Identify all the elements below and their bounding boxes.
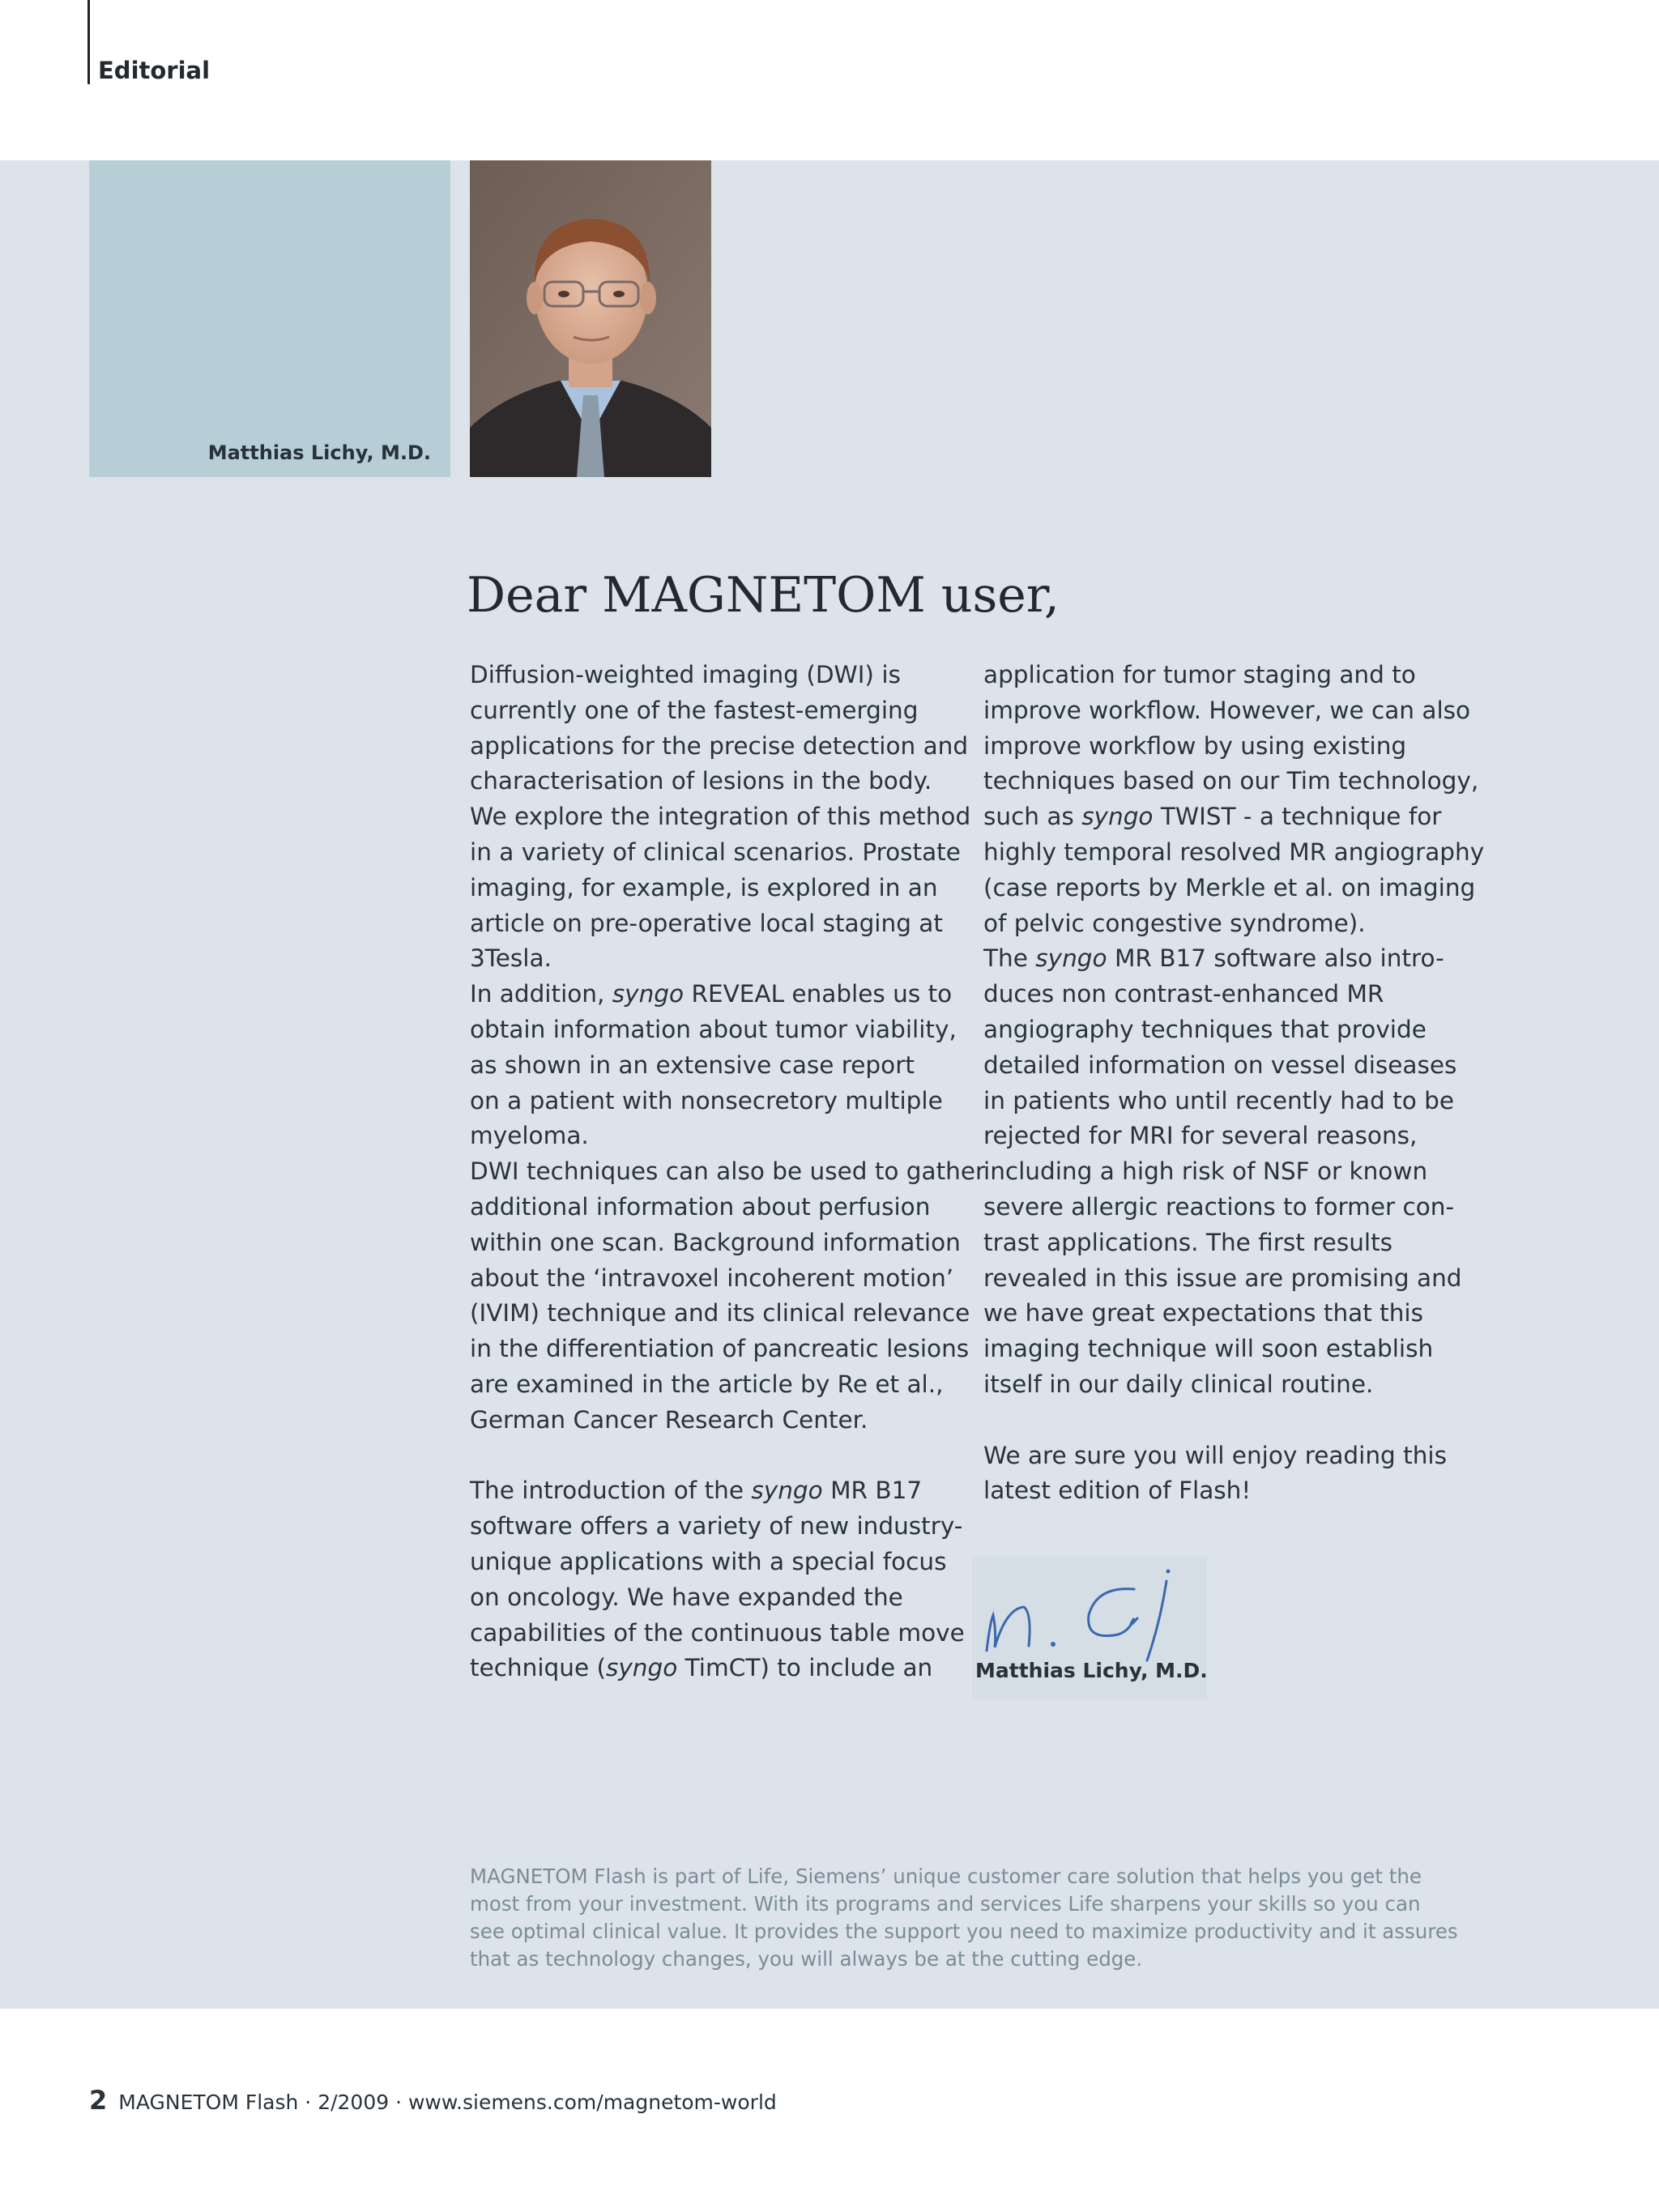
text-line — [983, 729, 1469, 765]
text-line — [470, 835, 964, 871]
text-line — [983, 1084, 1469, 1119]
text-run: software offers a variety of new industry- — [470, 1512, 963, 1541]
text-run: 3Tesla. — [470, 944, 552, 973]
author-caption: Matthias Lichy, M.D. — [207, 441, 431, 464]
text-run: MR B17 software also intro- — [1107, 944, 1444, 973]
text-run: TimCT) to include an — [677, 1654, 933, 1682]
text-line — [470, 658, 964, 693]
text-run: REVEAL enables us to — [684, 980, 953, 1008]
text-line — [983, 977, 1469, 1012]
text-run: improve workflow by using existing — [983, 731, 1407, 760]
text-line — [470, 799, 971, 835]
text-line — [470, 1190, 964, 1225]
text-run: about the ‘intravoxel incoherent motion’ — [470, 1264, 954, 1292]
text-run: latest edition of Flash! — [983, 1477, 1252, 1505]
text-line — [470, 1473, 964, 1509]
text-line — [470, 1651, 964, 1686]
text-line — [470, 1296, 970, 1332]
text-run: DWI techniques can also be used to gather — [470, 1157, 986, 1186]
text-run: trast applications. The first results — [983, 1228, 1393, 1256]
text-line — [983, 1367, 1469, 1403]
text-run: The — [983, 944, 1036, 973]
text-run: are examined in the article by Re et al., — [470, 1370, 944, 1398]
text-run: itself in our daily clinical routine. — [983, 1370, 1374, 1398]
text-run: (case reports by Merkle et al. on imaging — [983, 873, 1476, 901]
text-emphasis: syngo — [751, 1477, 823, 1505]
handwritten-signature — [975, 1566, 1194, 1664]
text-line — [983, 799, 1469, 835]
text-line — [470, 1332, 970, 1367]
text-line — [470, 1438, 964, 1474]
text-line — [470, 871, 964, 906]
text-line — [470, 729, 969, 765]
text-run: application for tumor staging and to — [983, 661, 1416, 688]
text-run: In addition, — [470, 980, 612, 1008]
text-line — [983, 1190, 1469, 1225]
text-run: applications for the precise detection and — [470, 731, 969, 760]
footnote-line: that as technology changes, you will always be at the cutting edge. — [470, 1947, 1143, 1971]
text-line — [470, 1261, 964, 1297]
text-run: in the differentiation of pancreatic lesions — [470, 1335, 970, 1363]
text-line — [470, 1225, 964, 1261]
text-run: detailed information on vessel diseases — [983, 1051, 1457, 1079]
text-run: Diffusion-weighted imaging (DWI) is — [470, 661, 901, 688]
text-run: article on pre-operative local staging at — [470, 909, 943, 937]
text-line — [983, 1012, 1469, 1048]
text-run: in patients who until recently had to be — [983, 1086, 1455, 1115]
text-line — [470, 1084, 964, 1119]
text-line — [470, 1048, 964, 1084]
text-line — [470, 941, 964, 977]
text-run: duces non contrast-enhanced MR — [983, 980, 1384, 1008]
text-run: revealed in this issue are promising and — [983, 1264, 1462, 1292]
text-line — [983, 906, 1469, 942]
text-line — [470, 764, 964, 799]
text-run: imaging technique will soon establish — [983, 1335, 1434, 1363]
text-run: We explore the integration of this method — [470, 803, 971, 831]
text-line — [983, 764, 1479, 799]
text-line — [470, 1119, 964, 1154]
text-run: The introduction of the — [470, 1477, 752, 1505]
author-portrait — [470, 160, 711, 477]
text-run: severe allergic reactions to former con- — [983, 1192, 1455, 1221]
greeting-heading: Dear MAGNETOM user, — [467, 567, 1060, 624]
text-run: obtain information about tumor viability, — [470, 1015, 957, 1043]
text-run: TWIST - a technique for — [1153, 803, 1442, 831]
text-run: We are sure you will enjoy reading this — [983, 1441, 1447, 1469]
text-run: (IVIM) technique and its clinical relevance — [470, 1299, 970, 1328]
text-run: myeloma. — [470, 1122, 589, 1150]
text-line — [470, 1367, 964, 1403]
text-run: improve workflow. However, we can also — [983, 696, 1471, 724]
text-line — [983, 658, 1469, 693]
text-line — [983, 1403, 1469, 1438]
footnote-line: most from your investment. With its programs and services Life sharpens your skills so you can — [470, 1892, 1421, 1916]
text-run: of pelvic congestive syndrome). — [983, 909, 1366, 937]
text-run: as shown in an extensive case report — [470, 1051, 915, 1079]
text-line — [983, 1225, 1469, 1261]
text-line — [983, 1296, 1469, 1332]
text-column-right — [983, 658, 1485, 1509]
text-line — [470, 693, 964, 729]
text-run: including a high risk of NSF or known — [983, 1157, 1428, 1186]
text-line — [983, 835, 1485, 871]
text-run: imaging, for example, is explored in an — [470, 873, 938, 901]
text-line — [983, 1048, 1469, 1084]
text-emphasis: syngo — [605, 1654, 678, 1682]
text-line — [983, 1119, 1469, 1154]
text-line — [470, 1403, 964, 1438]
text-run: techniques based on our Tim technology, — [983, 767, 1479, 795]
text-run: we have great expectations that this — [983, 1299, 1423, 1328]
signature-name: Matthias Lichy, M.D. — [975, 1659, 1208, 1682]
text-line — [470, 1012, 964, 1048]
text-line — [470, 1545, 964, 1580]
portrait-photo — [470, 160, 711, 477]
text-line — [470, 1509, 964, 1545]
text-line — [470, 1154, 986, 1190]
text-line — [983, 693, 1469, 729]
footnote — [470, 1863, 1491, 1973]
page-number: 2 — [89, 2085, 108, 2116]
text-run: technique ( — [470, 1654, 606, 1682]
footnote-line: see optimal clinical value. It provides the support you need to maximize productivity and it assures — [470, 1920, 1458, 1943]
text-run: additional information about perfusion — [470, 1192, 931, 1221]
text-line — [983, 1154, 1469, 1190]
text-run: highly temporal resolved MR angiography — [983, 837, 1485, 866]
text-run: angiography techniques that provide — [983, 1015, 1427, 1043]
text-run: on a patient with nonsecretory multiple — [470, 1086, 943, 1115]
page-footer — [89, 2085, 777, 2116]
footnote-line: MAGNETOM Flash is part of Life, Siemens’ unique customer care solution that helps you get the — [470, 1865, 1422, 1888]
text-emphasis: syngo — [1081, 803, 1154, 831]
text-run: in a variety of clinical scenarios. Prostate — [470, 837, 961, 866]
text-run: capabilities of the continuous table move — [470, 1618, 965, 1647]
text-run: on oncology. We have expanded the — [470, 1583, 903, 1611]
section-tag — [87, 0, 210, 84]
section-label: Editorial — [98, 57, 211, 84]
text-run: MR B17 — [822, 1477, 923, 1505]
text-line — [470, 906, 964, 942]
text-line — [470, 977, 964, 1012]
text-run: within one scan. Background information — [470, 1228, 961, 1256]
text-run: currently one of the fastest-emerging — [470, 696, 919, 724]
text-emphasis: syngo — [1035, 944, 1107, 973]
text-line — [470, 1580, 964, 1616]
text-run: characterisation of lesions in the body. — [470, 767, 932, 795]
text-line — [983, 871, 1476, 906]
text-line — [983, 1332, 1469, 1367]
text-line — [983, 1261, 1469, 1297]
author-name-box — [89, 160, 450, 477]
text-line — [983, 941, 1469, 977]
text-emphasis: syngo — [612, 980, 684, 1008]
footer-text: MAGNETOM Flash · 2/2009 · www.siemens.com/magnetom-world — [118, 2091, 777, 2114]
text-line — [983, 1473, 1469, 1509]
text-line — [983, 1438, 1469, 1474]
text-run: unique applications with a special focus — [470, 1547, 947, 1575]
text-run: rejected for MRI for several reasons, — [983, 1122, 1418, 1150]
text-line — [470, 1616, 964, 1652]
text-run: such as — [983, 803, 1082, 831]
text-run: German Cancer Research Center. — [470, 1405, 868, 1434]
text-column-left — [470, 658, 986, 1686]
